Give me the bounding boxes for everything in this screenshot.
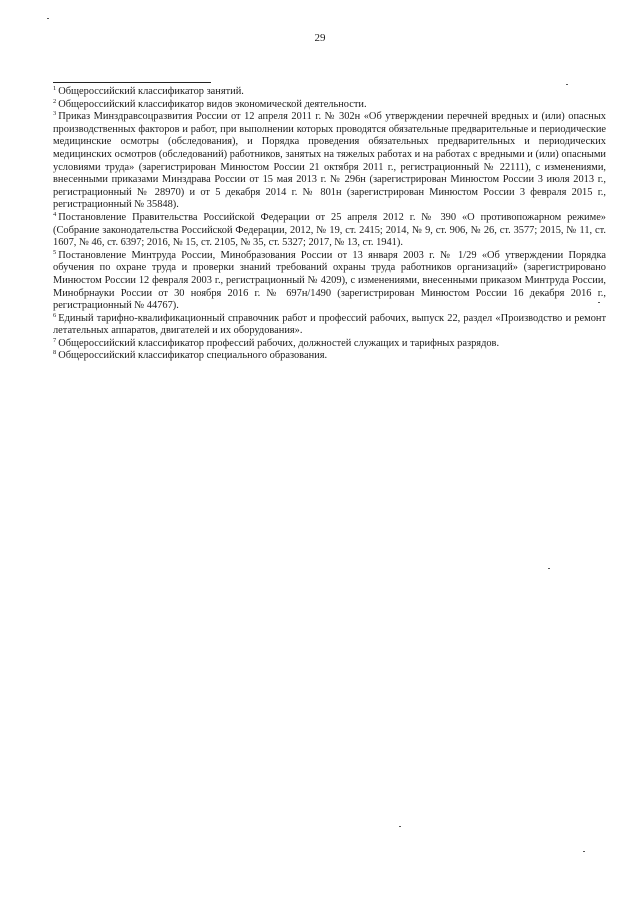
footnote-3	[53, 111, 606, 212]
footnote-6	[53, 313, 606, 338]
scan-speck	[583, 851, 585, 852]
footnote-text: Общероссийский классификатор специального образования.	[58, 350, 328, 362]
footnote-text: Единый тарифно-квалификационный справочник работ и профессий рабочих, выпуск 22, раздел «Производство и ремонт летательных аппаратов, двигателей и их оборудования».	[53, 312, 606, 337]
footnote-marker: 4	[53, 210, 57, 218]
footnote-marker: 2	[53, 97, 57, 105]
footnote-text: Постановление Правительства Российской Федерации от 25 апреля 2012 г. № 390 «О противопожарном режиме» (Собрание законодательства Российской Федерации, 2012, № 19, ст. 2415; 2014, № 9, ст. 906, № 26, ст. 3577; 2015, № 11, ст. 1607, № 46, ст. 6397; 2016, № 15, ст. 2105, № 35, ст. 5327; 2017, № 13, ст. 1941).	[53, 211, 606, 249]
footnote-marker: 5	[53, 248, 57, 256]
scan-speck	[47, 18, 49, 19]
footnote-marker: 1	[53, 85, 57, 92]
footnote-marker: 3	[53, 110, 57, 118]
page-number: 29	[314, 32, 326, 44]
footnote-text: Постановление Минтруда России, Минобразования России от 13 января 2003 г. № 1/29 «Об утверждении Порядка обучения по охране труда и проверки знаний требований охраны труда работников организаций» (зарегистрировано Минюстом России 12 февраля 2003 г., регистрационный № 4209), с изменениями, внесенными приказом Минтруда России, Минобрнауки России от 30 ноября 2016 г. № 697н/1490 (зарегистрирован Минюстом России 16 декабря 2016 г., регистрационный № 44767).	[53, 249, 606, 312]
footnote-marker: 6	[53, 311, 57, 319]
footnote-separator	[53, 82, 211, 83]
scan-speck	[548, 568, 550, 569]
footnote-5	[53, 250, 606, 313]
footnote-text: Общероссийский классификатор занятий.	[58, 86, 244, 97]
footnote-marker: 8	[53, 349, 57, 357]
footnote-1	[53, 86, 606, 99]
footnote-text: Общероссийский классификатор видов экономической деятельности.	[58, 98, 367, 110]
footnote-marker: 7	[53, 336, 57, 344]
footnote-text: Общероссийский классификатор профессий рабочих, должностей служащих и тарифных разрядов.	[58, 337, 500, 349]
scan-speck	[598, 302, 600, 303]
footnote-8	[53, 350, 606, 363]
scan-speck	[399, 826, 401, 827]
scan-speck	[566, 84, 568, 85]
footnote-4	[53, 212, 606, 250]
footnotes	[53, 86, 606, 363]
footnote-7	[53, 338, 606, 351]
footnote-2	[53, 99, 606, 112]
footnote-text: Приказ Минздравсоцразвития России от 12 апреля 2011 г. № 302н «Об утверждении перечней вредных и (или) опасных производственных факторов и работ, при выполнении которых проводятся обязательные предварительные и периодические медицинские осмотры (обследования), и Порядка проведения обязательных предварительных и периодических медицинских осмотров (обследований) работников, занятых на тяжелых работах и на работах с вредными и (или) опасными условиями труда» (зарегистрирован Минюстом России 21 октября 2011 г., регистрационный № 22111), с изменениями, внесенными приказами Минздрава России от 15 мая 2013 г. № 296н (зарегистрирован Минюстом России 3 июля 2013 г., регистрационный № 28970) и от 5 декабря 2014 г. № 801н (зарегистрирован Минюстом России 3 февраля 2015 г., регистрационный № 35848).	[53, 111, 606, 211]
